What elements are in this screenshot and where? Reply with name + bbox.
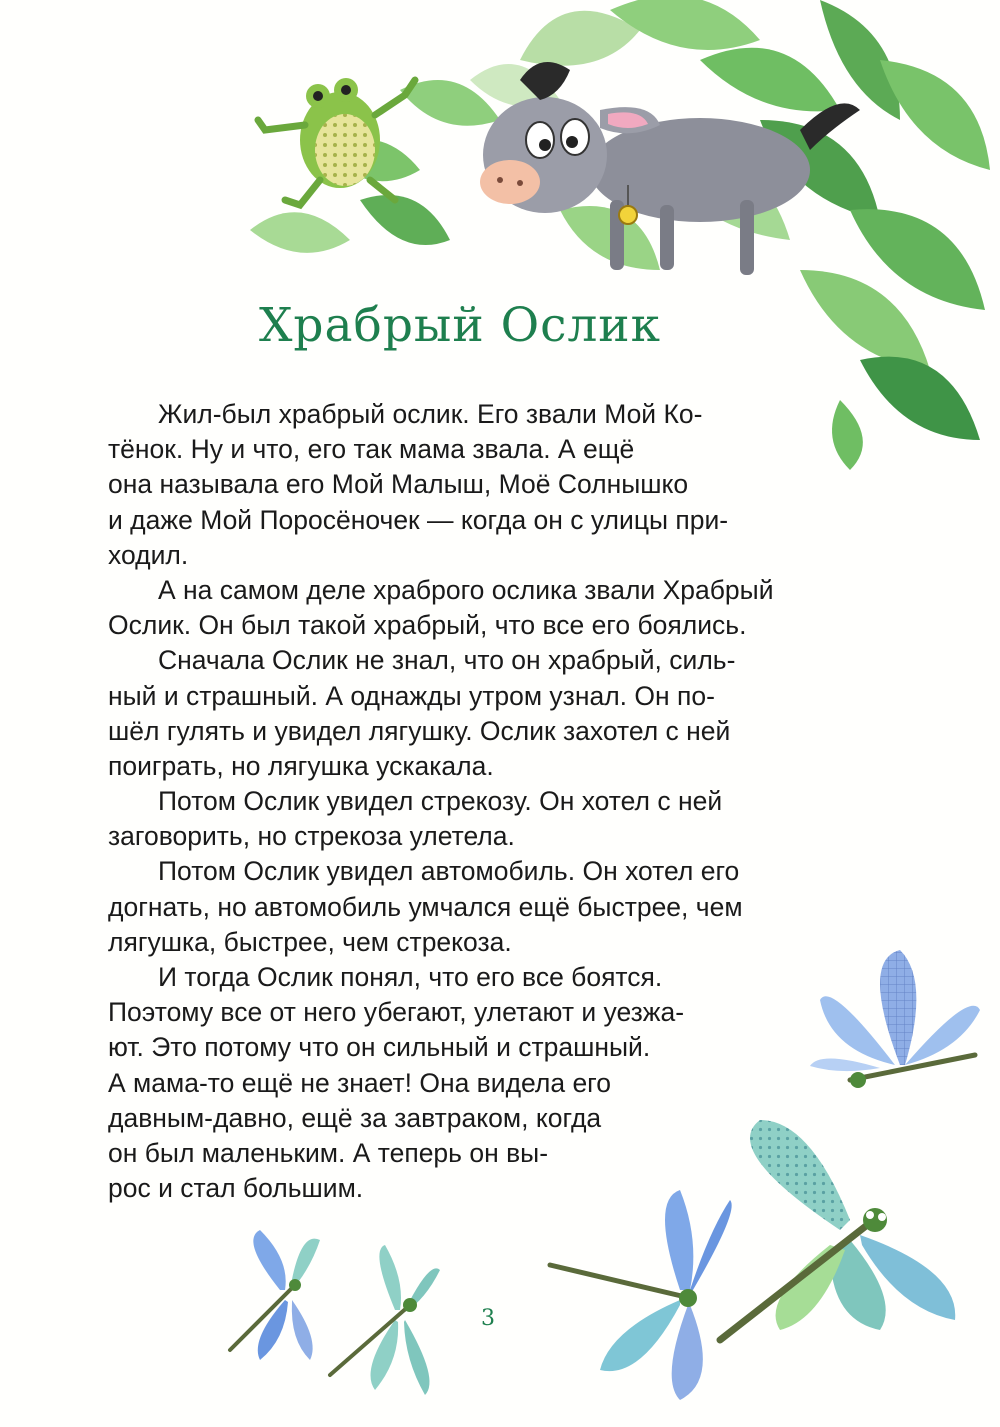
text-line: Жил-был храбрый ослик. Его звали Мой Ко- [158, 399, 703, 429]
text-line: ходил. [108, 539, 189, 570]
text-line: И тогда Ослик понял, что его все боятся. [158, 962, 663, 992]
page-number: 3 [481, 1306, 495, 1331]
text-line: А на самом деле храброго ослика звали Храбрый [158, 574, 774, 605]
text-line: Поэтому все от него убегают, улетают и уезжа- [108, 997, 685, 1028]
dragonfly-left-2 [330, 1245, 440, 1395]
text-line: догнать, но автомобиль умчался ещё быстрее, чем [108, 891, 743, 922]
text-line: Ослик. Он был такой храбрый, что все его боялись. [108, 610, 747, 641]
text-line: лягушка, быстрее, чем стрекоза. [108, 926, 512, 957]
text-line: и даже Мой Поросёночек — когда он с улицы при- [108, 504, 729, 535]
text-line: шёл гулять и увидел лягушку. Ослик захотел с ней [108, 715, 731, 746]
text-line: ный и страшный. А однажды утром узнал. Он по- [108, 680, 715, 711]
text-line: давным-давно, ещё за завтраком, когда [108, 1102, 602, 1133]
text-line: рос и стал большим. [108, 1173, 364, 1204]
text-line: поиграть, но лягушка ускакала. [108, 750, 494, 781]
story-text [108, 397, 863, 1206]
frog-illustration [258, 78, 415, 205]
text-line: ют. Это потому что он сильный и страшный. [108, 1032, 651, 1063]
text-line: она называла его Мой Малыш, Моё Солнышко [108, 469, 689, 500]
text-line: заговорить, но стрекоза улетела. [108, 821, 515, 852]
text-line: А мама-то ещё не знает! Она видела его [108, 1067, 612, 1098]
text-line: тёнок. Ну и что, его так мама звала. А ещё [108, 434, 635, 465]
dragonfly-left-1 [230, 1230, 320, 1360]
story-title: Храбрый Ослик [258, 298, 662, 353]
text-line: Потом Ослик увидел автомобиль. Он хотел его [158, 856, 740, 887]
text-line: Сначала Ослик не знал, что он храбрый, силь- [158, 645, 736, 676]
text-line: он был маленьким. А теперь он вы- [108, 1137, 549, 1168]
dragonfly-center-right [550, 1190, 732, 1400]
text-line: Потом Ослик увидел стрекозу. Он хотел с ней [158, 786, 723, 817]
